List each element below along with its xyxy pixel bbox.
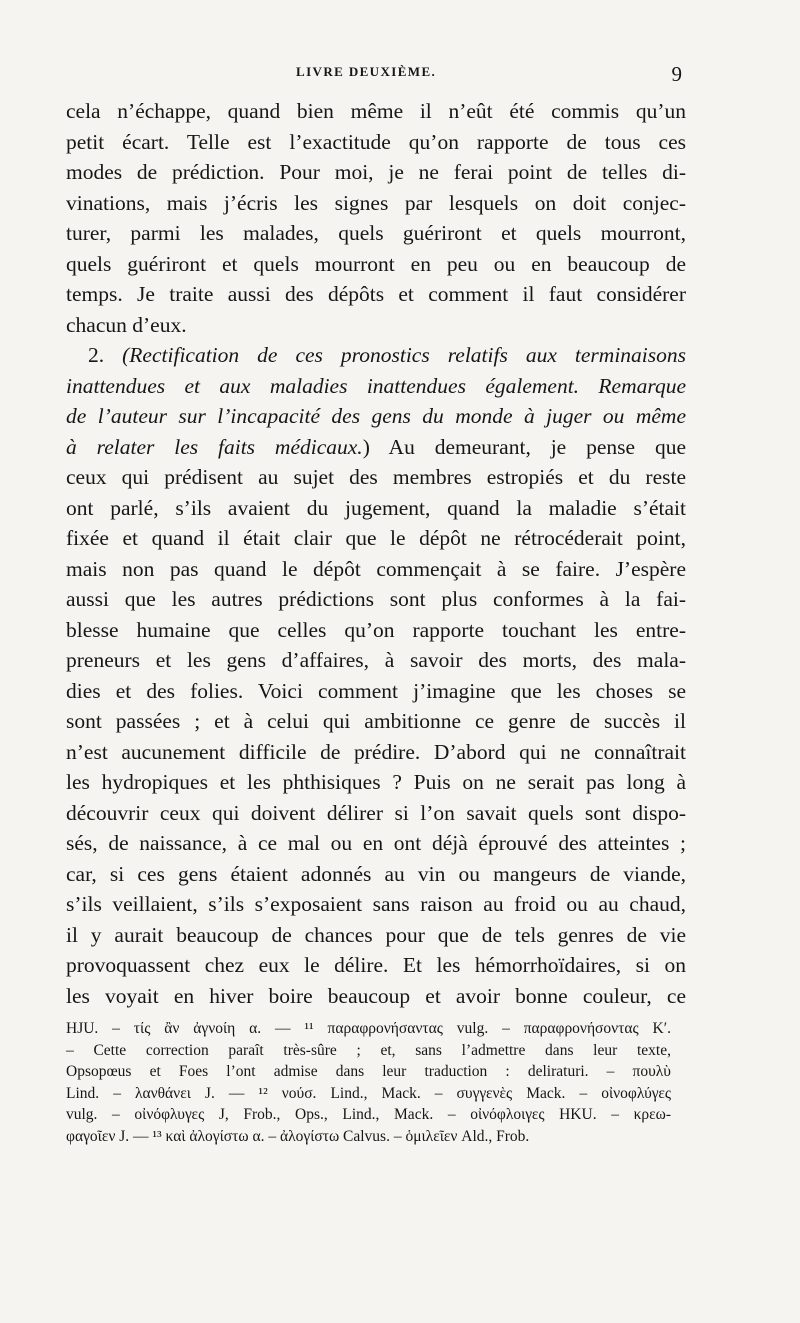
text-line: mais non pas quand le dépôt commençait à se faire. J’espère	[66, 556, 686, 581]
text-line: blesse humaine que celles qu’on rapporte touchant les entre-	[66, 617, 686, 642]
text-line: les voyait en hiver boire beaucoup et avoir bonne couleur, ce	[66, 983, 686, 1008]
text-line: sés, de naissance, à ce mal ou en ont déjà éprouvé des atteintes ;	[66, 831, 686, 855]
running-title: LIVRE DEUXIÈME.	[296, 64, 437, 79]
text-line: découvrir ceux qui doivent délirer si l’on savait quels sont dispo-	[66, 800, 686, 825]
paragraph-end-line: chacun d’eux.	[66, 312, 187, 337]
section-rubric: (Rectification de ces pronostics relatifs aux terminaisons	[122, 343, 686, 367]
text-line: vinations, mais j’écris les signes par lesquels on doit conjec-	[66, 190, 686, 215]
rubric-line: de l’auteur sur l’incapacité des gens du monde à juger ou même	[66, 404, 686, 428]
rubric-end-line	[66, 432, 686, 463]
text-line: temps. Je traite aussi des dépôts et comment il faut considérer	[66, 282, 686, 306]
running-head	[0, 62, 800, 86]
text-line: aussi que les autres prédictions sont plus conformes à la fai-	[66, 587, 686, 611]
text-line: s’ils veillaient, s’ils s’exposaient sans raison au froid ou au chaud,	[66, 892, 686, 916]
footnote-line: – Cette correction paraît très-sûre ; et, sans l’admettre dans leur texte,	[66, 1041, 671, 1059]
section-number: 2.	[88, 343, 105, 367]
text-line: les hydropiques et les phthisiques ? Puis on ne serait pas long à	[66, 770, 686, 794]
text-line: ont parlé, s’ils avaient du jugement, quand la maladie s’était	[66, 495, 686, 520]
footnote-line: Lind. – λανθάνει J. — ¹² νούσ. Lind., Mack. – συγγενὲς Mack. – οἰνοφλύγες	[66, 1084, 671, 1102]
text-line: cela n’échappe, quand bien même il n’eût été commis qu’un	[66, 99, 686, 123]
text-line: turer, parmi les malades, quels guériront et quels mourront,	[66, 221, 686, 245]
text-line: dies et des folies. Voici comment j’imagine que les choses se	[66, 678, 686, 703]
text-line: quels guériront et quels mourront en peu ou en beaucoup de	[66, 251, 686, 276]
text-line: car, si ces gens étaient adonnés au vin ou mangeurs de viande,	[66, 861, 686, 886]
text-line: ceux qui prédisent au sujet des membres estropiés et du reste	[66, 465, 686, 489]
rubric-close: )	[362, 434, 370, 459]
text-line: preneurs et les gens d’affaires, à savoir des morts, des mala-	[66, 648, 686, 672]
rubric-tail: Au demeurant, je pense que	[369, 434, 686, 459]
rubric-line: inattendues et aux maladies inattendues également. Remarque	[66, 373, 686, 398]
text-line: n’est aucunement difficile de prédire. D’abord qui ne connaîtrait	[66, 739, 686, 764]
footnotes	[66, 1018, 671, 1148]
footnote-line: Opsopœus et Foes l’ont admise dans leur traduction : deliraturi. – πουλὺ	[66, 1063, 671, 1081]
text-line: il y aurait beaucoup de chances pour que de tels genres de vie	[66, 922, 686, 947]
footnote-line: HJU. – τίς ἂν ἀγνοίη α. — ¹¹ παραφρονήσαντας vulg. – παραφρονήσοντας K′.	[66, 1020, 671, 1037]
text-line: petit écart. Telle est l’exactitude qu’on rapporte de tous ces	[66, 129, 686, 154]
footnote-line: vulg. – οἰνόφλυγες J, Frob., Ops., Lind., Mack. – οἰνόφλοιγες HKU. – κρεω-	[66, 1106, 671, 1124]
text-line: sont passées ; et à celui qui ambitionne ce genre de succès il	[66, 709, 686, 733]
body-text	[66, 96, 686, 1011]
page-number: 9	[671, 62, 682, 86]
text-line: modes de prédiction. Pour moi, je ne ferai point de telles di-	[66, 160, 686, 184]
footnote-line: φαγοῖεν J. — ¹³ καὶ ἀλογίστω α. – ἀλογίστω Calvus. – ὁμιλεῖεν Ald., Frob.	[66, 1127, 530, 1145]
rubric-end: à relater les faits médicaux.	[66, 434, 363, 459]
text-line: fixée et quand il était clair que le dépôt ne rétrocéderait point,	[66, 526, 686, 550]
text-line: provoquassent chez eux le délire. Et les hémorrhoïdaires, si on	[66, 953, 686, 977]
rubric-line	[66, 340, 686, 371]
